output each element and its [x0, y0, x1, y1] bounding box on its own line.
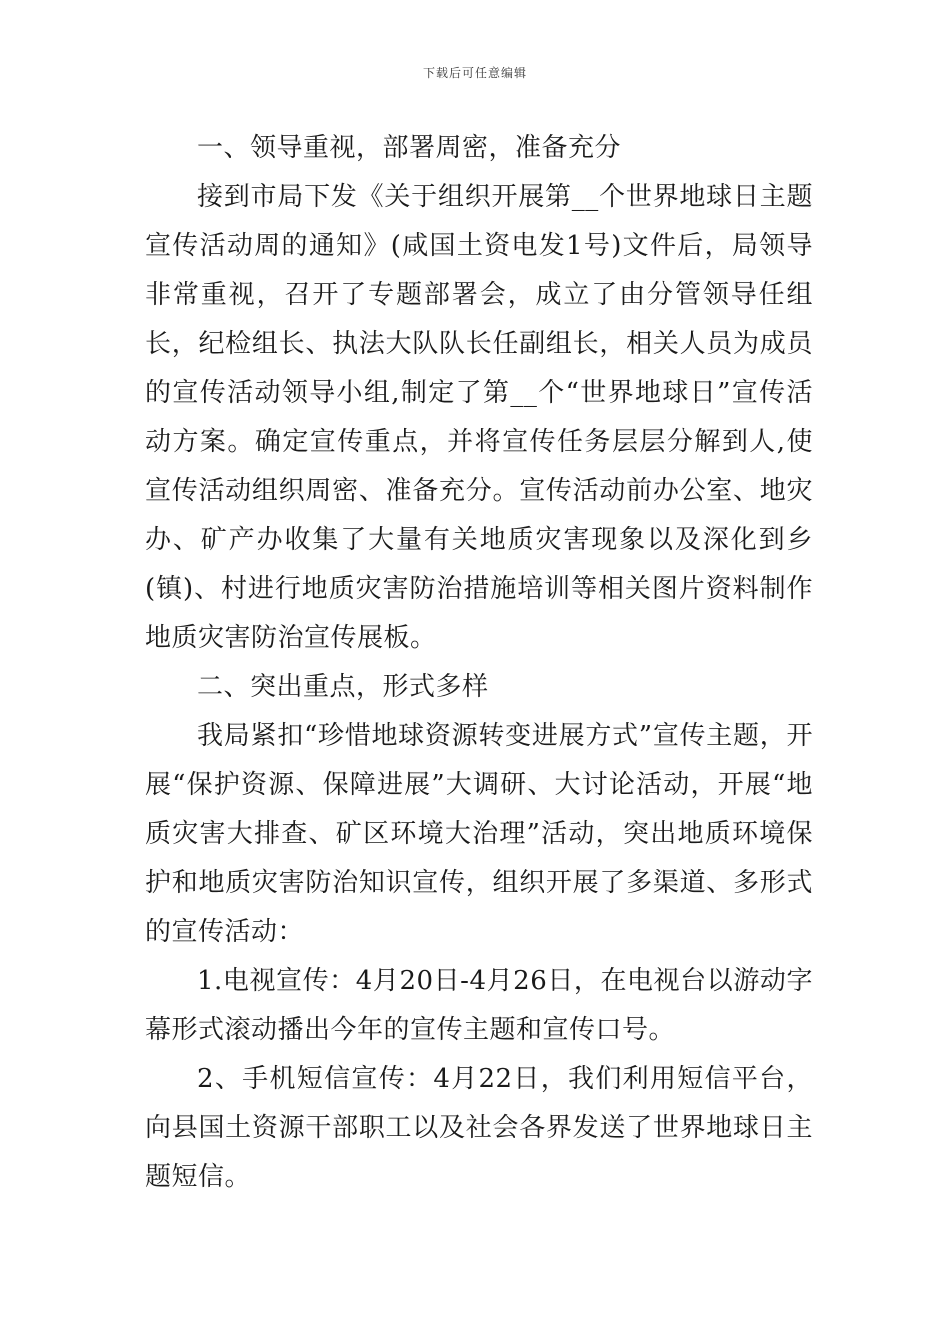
list-item-tv-publicity: 1.电视宣传：4月20日-4月26日，在电视台以游动字幕形式滚动播出今年的宣传主题和宣传口号。 — [145, 966, 813, 1045]
paragraph: 接到市局下发《关于组织开展第__个世界地球日主题宣传活动周的通知》(咸国土资电发1号)文件后，局领导非常重视，召开了专题部署会，成立了由分管领导任组长，纪检组长、执法大队队长任副组长，相关人员为成员的宣传活动领导小组,制定了第__个“世界地球日”宣传活动方案。确定宣传重点，并将宣传任务层层分解到人,使宣传活动组织周密、准备充分。宣传活动前办公室、地灾办、矿产办收集了大量有关地质灾害现象以及深化到乡(镇)、村进行地质灾害防治措施培训等相关图片资料制作地质灾害防治宣传展板。 — [145, 182, 813, 653]
section-heading-1: 一、领导重视，部署周密，准备充分 — [197, 133, 622, 163]
paragraph: 我局紧扣“珍惜地球资源转变进展方式”宣传主题，开展“保护资源、保障进展”大调研、大讨论活动，开展“地质灾害大排查、矿区环境大治理”活动，突出地质环境保护和地质灾害防治知识宣传，组织开展了多渠道、多形式的宣传活动： — [145, 721, 813, 947]
list-item-sms-publicity: 2、手机短信宣传：4月22日，我们利用短信平台，向县国土资源干部职工以及社会各界发送了世界地球日主题短信。 — [145, 1064, 813, 1192]
header-note: 下载后可任意编辑 — [422, 66, 527, 80]
section-heading-2: 二、突出重点，形式多样 — [197, 672, 489, 702]
document-body — [145, 124, 813, 1202]
